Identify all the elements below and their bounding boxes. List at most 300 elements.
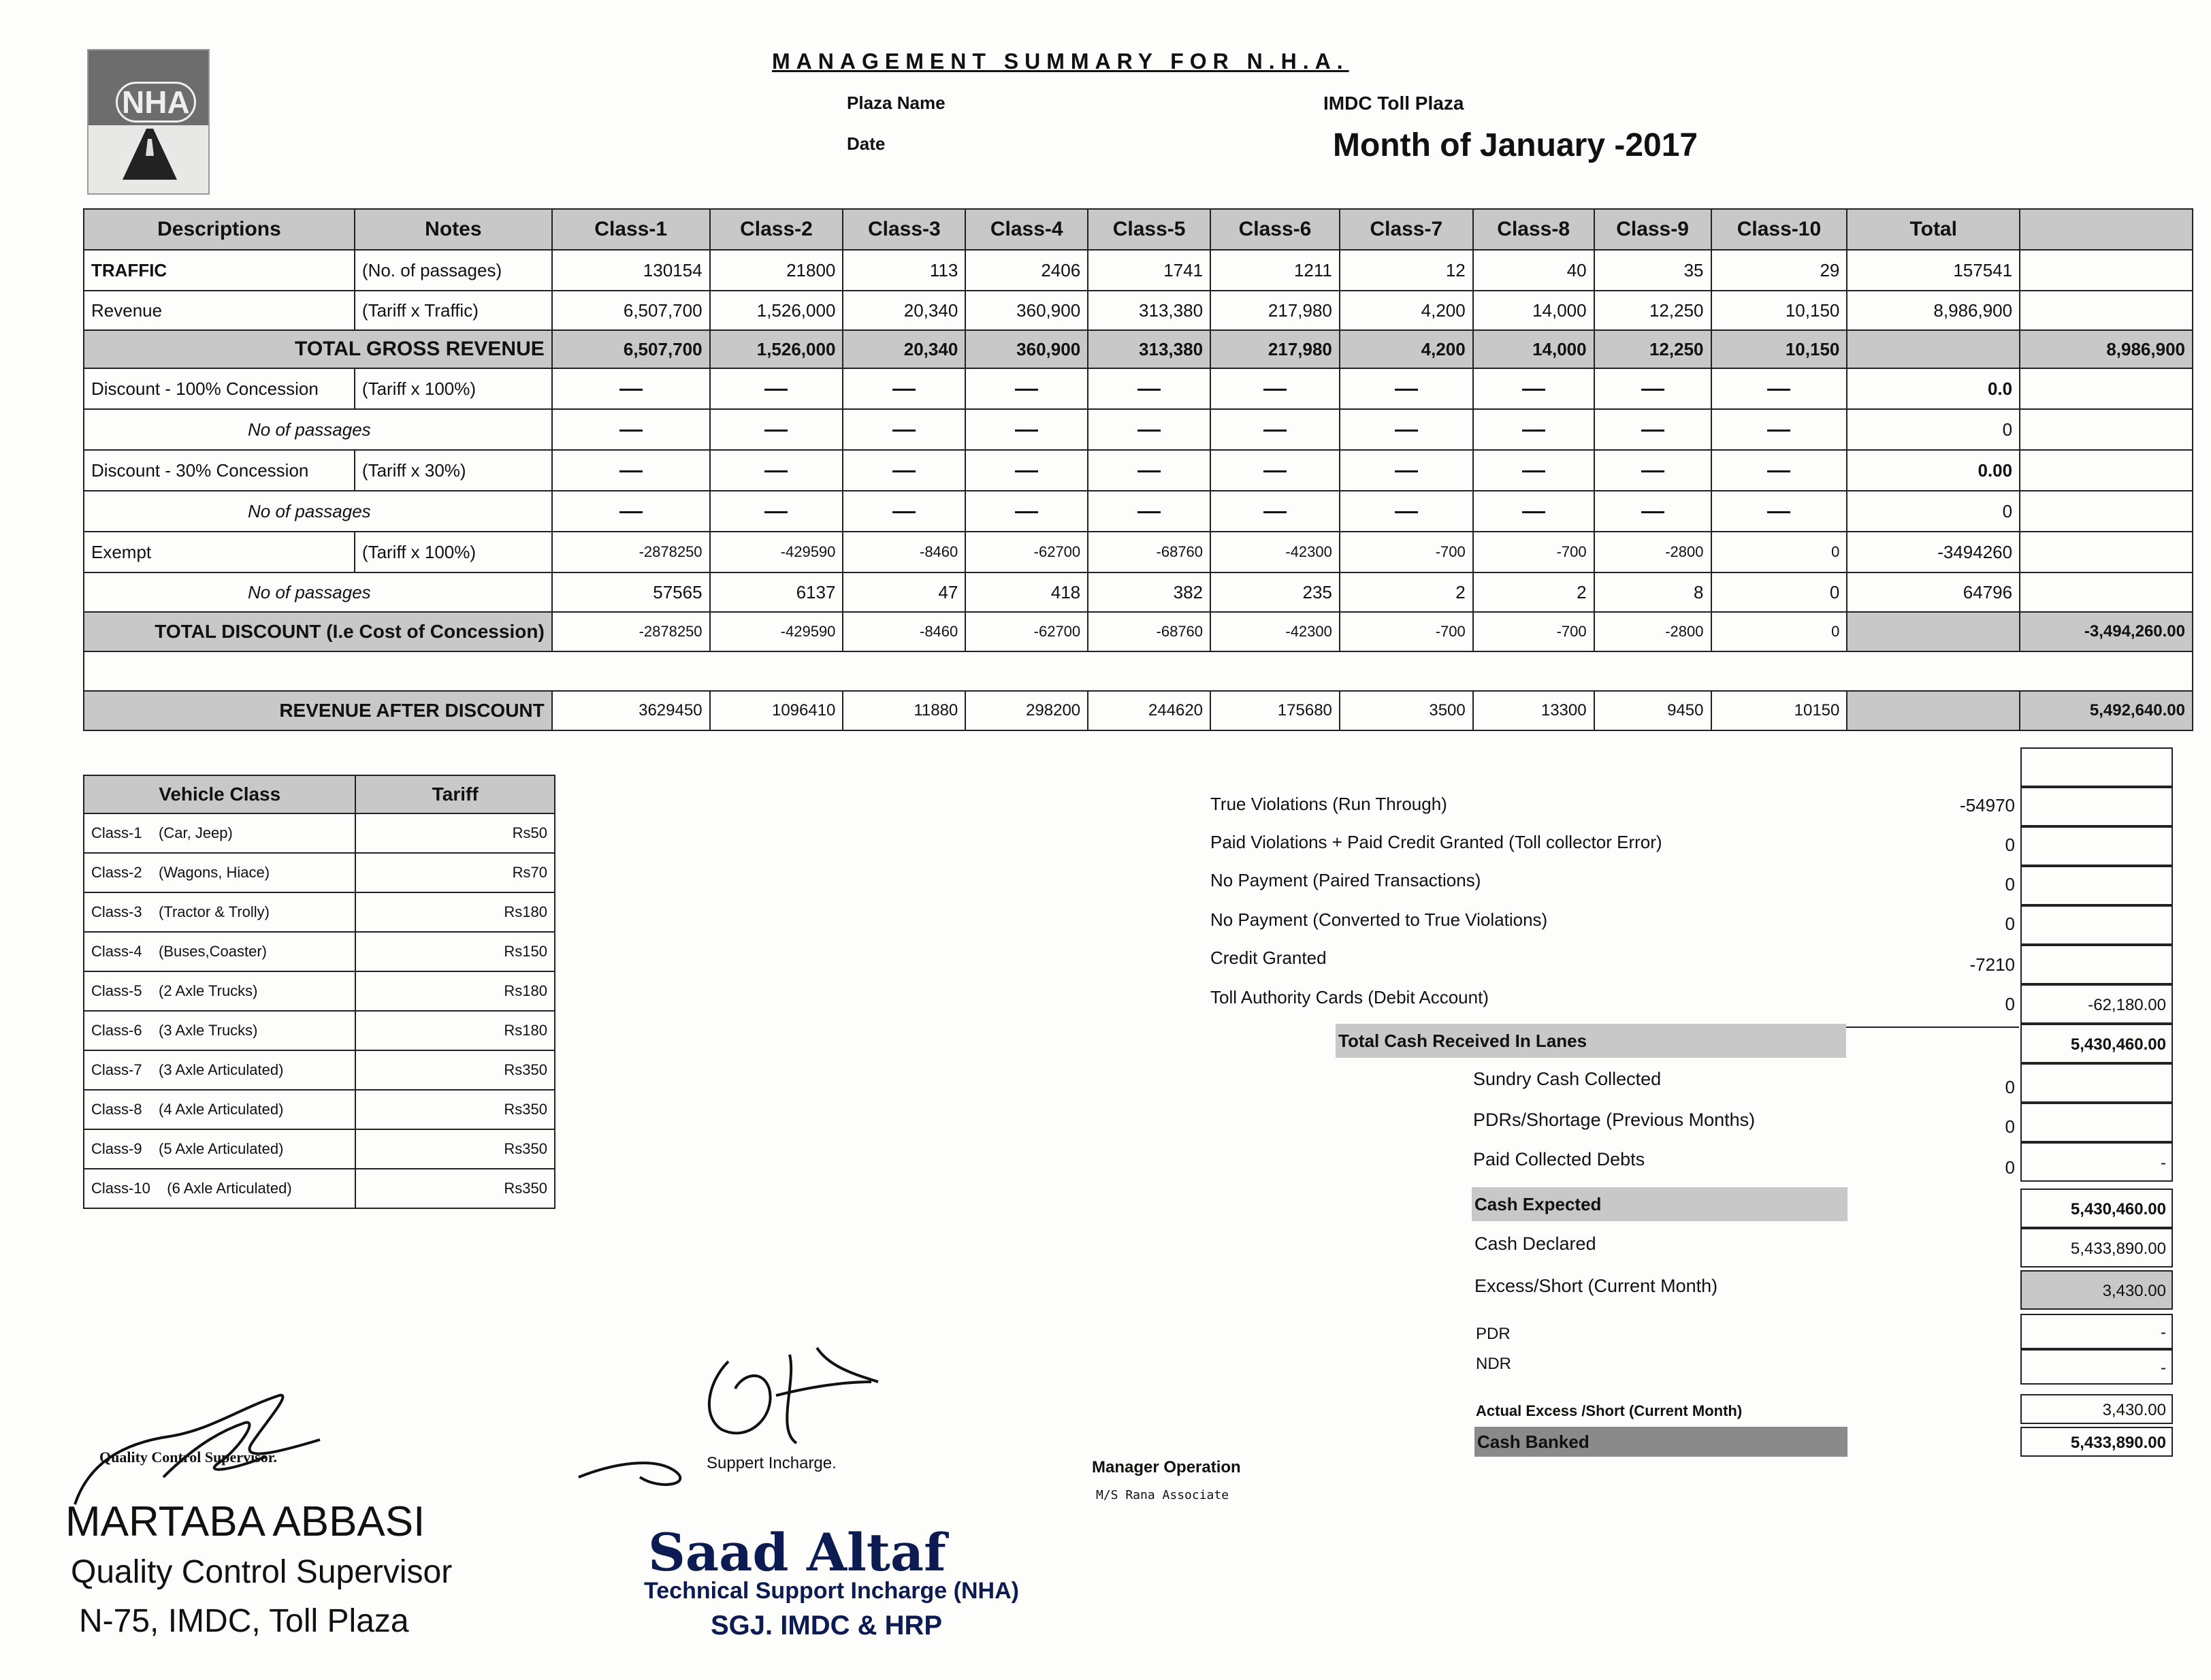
no-payment-converted-label: No Payment (Converted to True Violations) [1210,909,1548,930]
dash [1395,470,1418,472]
dash [1522,511,1545,513]
support-signature [572,1341,885,1498]
cell-total: -3,494,260.00 [2020,612,2193,651]
tariff-class-cell [84,932,355,971]
cell: 1096410 [710,691,843,730]
sundry-cash-label: Sundry Cash Collected [1473,1069,1662,1089]
spacer-cell [84,651,2193,691]
cell-empty [2020,532,2193,572]
dash [892,389,916,391]
dash-cell [1594,368,1711,409]
cell-total: 0.00 [1847,450,2020,491]
cell: 14,000 [1473,330,1594,368]
toll-authority-total: -62,180.00 [2020,984,2173,1024]
tariff-value: Rs180 [355,1011,555,1050]
pdr-label: PDR [1476,1325,1511,1343]
dash [1015,430,1038,432]
tariff-class: Class-5 [91,982,142,999]
dash [892,511,916,513]
col-header: Vehicle Class [84,775,355,813]
total-box-top-6 [2020,945,2173,984]
tariff-desc: (2 Axle Trucks) [159,982,258,999]
dash [1263,470,1287,472]
page-title: MANAGEMENT SUMMARY FOR N.H.A. [772,49,1349,74]
dash-cell [1088,491,1210,532]
dash [892,430,916,432]
tariff-table [83,775,555,1209]
tariff-desc: (6 Axle Articulated) [167,1180,292,1197]
tariff-class: Class-6 [91,1022,142,1039]
cell: 12,250 [1594,330,1711,368]
cell-total: 5,492,640.00 [2020,691,2193,730]
tariff-desc: (5 Axle Articulated) [159,1140,284,1157]
cash-declared-label: Cash Declared [1474,1233,1596,1254]
dash-cell [1088,409,1210,450]
manager-title: Manager Operation [1092,1458,1241,1476]
tariff-desc: (Wagons, Hiace) [159,864,270,881]
tariff-row [84,1011,555,1050]
true-violations-label: True Violations (Run Through) [1210,794,1447,814]
cell: 13300 [1473,691,1594,730]
discount-30-row [84,450,2193,491]
tariff-value: Rs50 [355,813,555,853]
credit-granted-value: -7210 [1969,954,2015,975]
tariff-class: Class-3 [91,903,142,920]
cell: 20,340 [843,330,965,368]
col-header: Class-4 [965,209,1088,250]
qc-title: Quality Control Supervisor. [99,1449,277,1466]
cell: -68760 [1088,532,1210,572]
cell: 1,526,000 [710,330,843,368]
dash [1767,389,1790,391]
row-label: REVENUE AFTER DISCOUNT [84,691,552,730]
tariff-class: Class-4 [91,943,142,960]
cell: 1741 [1088,250,1210,291]
cash-banked-label: Cash Banked [1474,1427,1847,1457]
cell-empty [2020,450,2193,491]
true-violations-value: -54970 [1960,795,2015,815]
tariff-class-cell [84,813,355,853]
tariff-row [84,1050,555,1090]
cell: 0 [1711,612,1847,651]
cell: 29 [1711,250,1847,291]
paid-debts-label: Paid Collected Debts [1473,1149,1645,1169]
gross-revenue-row [84,330,2193,368]
sundry-cash-value: 0 [2005,1077,2015,1097]
tariff-value: Rs350 [355,1050,555,1090]
row-label: No of passages [84,491,552,532]
pdr-total: - [2020,1314,2173,1349]
dash [1395,511,1418,513]
dash [764,430,788,432]
total-cash-total: 5,430,460.00 [2020,1024,2173,1063]
col-header: Total [1847,209,2020,250]
tariff-desc: (3 Axle Articulated) [159,1061,284,1078]
cell: 2 [1340,572,1473,612]
dash-cell [965,409,1088,450]
cell: 0 [1711,532,1847,572]
dash-cell [1711,491,1847,532]
support-name: Saad Altaf [648,1522,946,1583]
dash-cell [1088,368,1210,409]
support-title: Suppert Incharge. [707,1454,837,1472]
dash [1767,430,1790,432]
cell-empty [1847,612,2020,651]
discount-100-row [84,368,2193,409]
dash-cell [1210,491,1340,532]
tariff-class-cell [84,1129,355,1169]
row-label: TOTAL GROSS REVENUE [84,330,552,368]
cell: 313,380 [1088,330,1210,368]
col-header: Class-2 [710,209,843,250]
revenue-after-discount-row [84,691,2193,730]
row-note: (No. of passages) [355,250,552,291]
tariff-row [84,1090,555,1129]
tariff-header-row [84,775,555,813]
logo-text: NHA [116,82,196,123]
cell-total: 8,986,900 [2020,330,2193,368]
cell-total: -3494260 [1847,532,2020,572]
tariff-class-cell [84,1050,355,1090]
cell: -8460 [843,612,965,651]
road-icon [109,125,191,187]
cell-empty [2020,572,2193,612]
total-discount-row [84,612,2193,651]
cell-empty [2020,491,2193,532]
col-header: Class-3 [843,209,965,250]
tariff-class-cell [84,853,355,892]
tariff-class-cell [84,971,355,1011]
cell: 10,150 [1711,330,1847,368]
plaza-label: Plaza Name [847,93,946,113]
cell: 1211 [1210,250,1340,291]
dash-cell [1594,450,1711,491]
dash-cell [710,450,843,491]
cell-total: 157541 [1847,250,2020,291]
dash-cell [1711,368,1847,409]
dash-cell [552,368,710,409]
dash-cell [710,491,843,532]
cell: 130154 [552,250,710,291]
dash-cell [843,368,965,409]
cell: 6,507,700 [552,330,710,368]
cell: 40 [1473,250,1594,291]
tariff-class-cell [84,1090,355,1129]
row-label: Exempt [84,532,355,572]
paid-debts-total: - [2020,1142,2173,1182]
actual-excess-total: 3,430.00 [2020,1394,2173,1424]
dash-cell [1711,450,1847,491]
dash-cell [965,368,1088,409]
tariff-value: Rs180 [355,971,555,1011]
cell-empty [1847,691,2020,730]
dash [1767,511,1790,513]
tariff-desc: (4 Axle Articulated) [159,1101,284,1118]
total-box-top-5 [2020,905,2173,945]
cell: 382 [1088,572,1210,612]
cell-total: 0 [1847,409,2020,450]
dash [1263,430,1287,432]
cell: 313,380 [1088,291,1210,330]
cell: -2800 [1594,532,1711,572]
cell: 360,900 [965,291,1088,330]
support-role: Technical Support Incharge (NHA) [644,1578,1019,1604]
cell: -68760 [1088,612,1210,651]
dash-cell [1594,491,1711,532]
exempt-row [84,532,2193,572]
dash-cell [1473,409,1594,450]
dash-cell [552,491,710,532]
cell: -429590 [710,532,843,572]
tariff-desc: (Car, Jeep) [159,824,233,841]
tariff-value: Rs150 [355,932,555,971]
cell: -700 [1473,612,1594,651]
table-header-row [84,209,2193,250]
cell: 6,507,700 [552,291,710,330]
tariff-class: Class-9 [91,1140,142,1157]
no-payment-paired-value: 0 [2005,874,2015,894]
dash-cell [1210,450,1340,491]
paid-violations-value: 0 [2005,835,2015,855]
qc-place: N-75, IMDC, Toll Plaza [79,1603,409,1639]
cell: 10150 [1711,691,1847,730]
tariff-value: Rs70 [355,853,555,892]
paid-debts-value: 0 [2005,1157,2015,1178]
dash [1522,470,1545,472]
cash-expected-total: 5,430,460.00 [2020,1189,2173,1228]
dash [1137,430,1161,432]
dash-cell [1594,409,1711,450]
total-box-pdr [2020,1103,2173,1142]
row-label: TOTAL DISCOUNT (I.e Cost of Concession) [84,612,552,651]
cell: 244620 [1088,691,1210,730]
ndr-total: - [2020,1349,2173,1385]
col-header: Class-1 [552,209,710,250]
col-header: Class-6 [1210,209,1340,250]
col-header: Class-8 [1473,209,1594,250]
tariff-desc: (Buses,Coaster) [159,943,267,960]
date-label: Date [847,133,886,154]
col-header: Notes [355,209,552,250]
plaza-value: IMDC Toll Plaza [1323,93,1464,114]
tariff-class: Class-10 [91,1180,150,1197]
traffic-row [84,250,2193,291]
dash [1263,511,1287,513]
row-note: (Tariff x 100%) [355,368,552,409]
no-payment-converted-value: 0 [2005,914,2015,934]
excess-short-total: 3,430.00 [2020,1270,2173,1310]
discount-30-passages-row [84,491,2193,532]
dash-cell [1088,450,1210,491]
cell: 113 [843,250,965,291]
row-note: (Tariff x 30%) [355,450,552,491]
cell: -42300 [1210,532,1340,572]
tariff-row [84,892,555,932]
tariff-class: Class-2 [91,864,142,881]
cell: -700 [1473,532,1594,572]
dash [764,389,788,391]
cell: 2 [1473,572,1594,612]
cell: 4,200 [1340,330,1473,368]
cell-empty [2020,409,2193,450]
dash-cell [1340,491,1473,532]
cash-banked-total: 5,433,890.00 [2020,1427,2173,1457]
dash [892,470,916,472]
cell-empty [1847,330,2020,368]
tariff-value: Rs180 [355,892,555,932]
col-header: Class-9 [1594,209,1711,250]
dash-cell [1210,368,1340,409]
qc-role: Quality Control Supervisor [71,1554,453,1590]
row-label: Revenue [84,291,355,330]
tariff-class-cell [84,892,355,932]
credit-granted-label: Credit Granted [1210,948,1327,968]
dash-cell [1340,368,1473,409]
cell: -42300 [1210,612,1340,651]
dash [764,511,788,513]
dash [619,389,643,391]
cell: 10,150 [1711,291,1847,330]
cell: 3629450 [552,691,710,730]
tariff-desc: (3 Axle Trucks) [159,1022,258,1039]
dash [1015,511,1038,513]
cell: -62700 [965,532,1088,572]
cell: 235 [1210,572,1340,612]
cell: -429590 [710,612,843,651]
cell-empty [2020,368,2193,409]
tariff-value: Rs350 [355,1090,555,1129]
dash-cell [965,491,1088,532]
discount-100-passages-row [84,409,2193,450]
cell: 217,980 [1210,291,1340,330]
cell: 298200 [965,691,1088,730]
cell: 8 [1594,572,1711,612]
dash-cell [843,491,965,532]
revenue-row [84,291,2193,330]
cell: 360,900 [965,330,1088,368]
dash [1641,430,1664,432]
cell: 11880 [843,691,965,730]
row-note: (Tariff x Traffic) [355,291,552,330]
pdr-shortage-value: 0 [2005,1116,2015,1137]
dash [1137,470,1161,472]
dash-cell [843,450,965,491]
cell: 6137 [710,572,843,612]
cell: 4,200 [1340,291,1473,330]
dash-cell [552,409,710,450]
dash [619,430,643,432]
col-header: Tariff [355,775,555,813]
dash-cell [1473,368,1594,409]
pdr-shortage-label: PDRs/Shortage (Previous Months) [1473,1110,1756,1130]
dash [764,470,788,472]
tariff-desc: (Tractor & Trolly) [159,903,270,920]
cell: 9450 [1594,691,1711,730]
cell-empty [2020,291,2193,330]
dash [1137,389,1161,391]
cell: 35 [1594,250,1711,291]
col-header: Class-7 [1340,209,1473,250]
tariff-row [84,1169,555,1208]
row-label: No of passages [84,572,552,612]
cell: -700 [1340,532,1473,572]
cell-total: 8,986,900 [1847,291,2020,330]
cell: -2878250 [552,612,710,651]
paid-violations-label: Paid Violations + Paid Credit Granted (Toll collector Error) [1210,832,1662,852]
dash-cell [1210,409,1340,450]
cell: 175680 [1210,691,1340,730]
dash-cell [1473,450,1594,491]
total-box-top-1 [2020,747,2173,787]
tariff-value: Rs350 [355,1169,555,1208]
dash [1641,511,1664,513]
dash-cell [710,409,843,450]
dash [1641,470,1664,472]
dash-cell [710,368,843,409]
cell: 20,340 [843,291,965,330]
cell: -8460 [843,532,965,572]
cell: 21800 [710,250,843,291]
tariff-row [84,932,555,971]
total-cash-label: Total Cash Received In Lanes [1336,1024,1846,1058]
spacer-row [84,651,2193,691]
tariff-row [84,813,555,853]
cell: 217,980 [1210,330,1340,368]
dash-cell [843,409,965,450]
dash [1015,470,1038,472]
row-note: (Tariff x 100%) [355,532,552,572]
dash-cell [1711,409,1847,450]
dash [1767,470,1790,472]
cell: 3500 [1340,691,1473,730]
dash [1522,430,1545,432]
support-place: SGJ. IMDC & HRP [711,1611,943,1641]
cell: 0 [1711,572,1847,612]
cell: 12,250 [1594,291,1711,330]
col-header: Class-5 [1088,209,1210,250]
total-box-top-3 [2020,826,2173,866]
dash [1522,389,1545,391]
tariff-class-cell [84,1169,355,1208]
toll-authority-cards-label: Toll Authority Cards (Debit Account) [1210,987,1489,1007]
total-box-top-2 [2020,787,2173,826]
revenue-summary-table [83,208,2193,731]
cell: -2878250 [552,532,710,572]
tariff-row [84,971,555,1011]
tariff-row [84,1129,555,1169]
excess-short-label: Excess/Short (Current Month) [1474,1276,1718,1296]
empty-header [2020,209,2193,250]
qc-name: MARTABA ABBASI [65,1498,425,1545]
tariff-value: Rs350 [355,1129,555,1169]
tariff-class: Class-7 [91,1061,142,1078]
no-payment-paired-label: No Payment (Paired Transactions) [1210,870,1481,890]
dash [619,511,643,513]
tariff-class: Class-1 [91,824,142,841]
exempt-passages-row [84,572,2193,612]
dash [1641,389,1664,391]
cash-declared-total: 5,433,890.00 [2020,1228,2173,1267]
cell-total: 0.0 [1847,368,2020,409]
dash [1395,389,1418,391]
tariff-class-cell [84,1011,355,1050]
cell-empty [2020,250,2193,291]
cell: 2406 [965,250,1088,291]
cell: 57565 [552,572,710,612]
dash-cell [1340,409,1473,450]
manager-org: M/S Rana Associate [1096,1488,1229,1502]
dash [1137,511,1161,513]
